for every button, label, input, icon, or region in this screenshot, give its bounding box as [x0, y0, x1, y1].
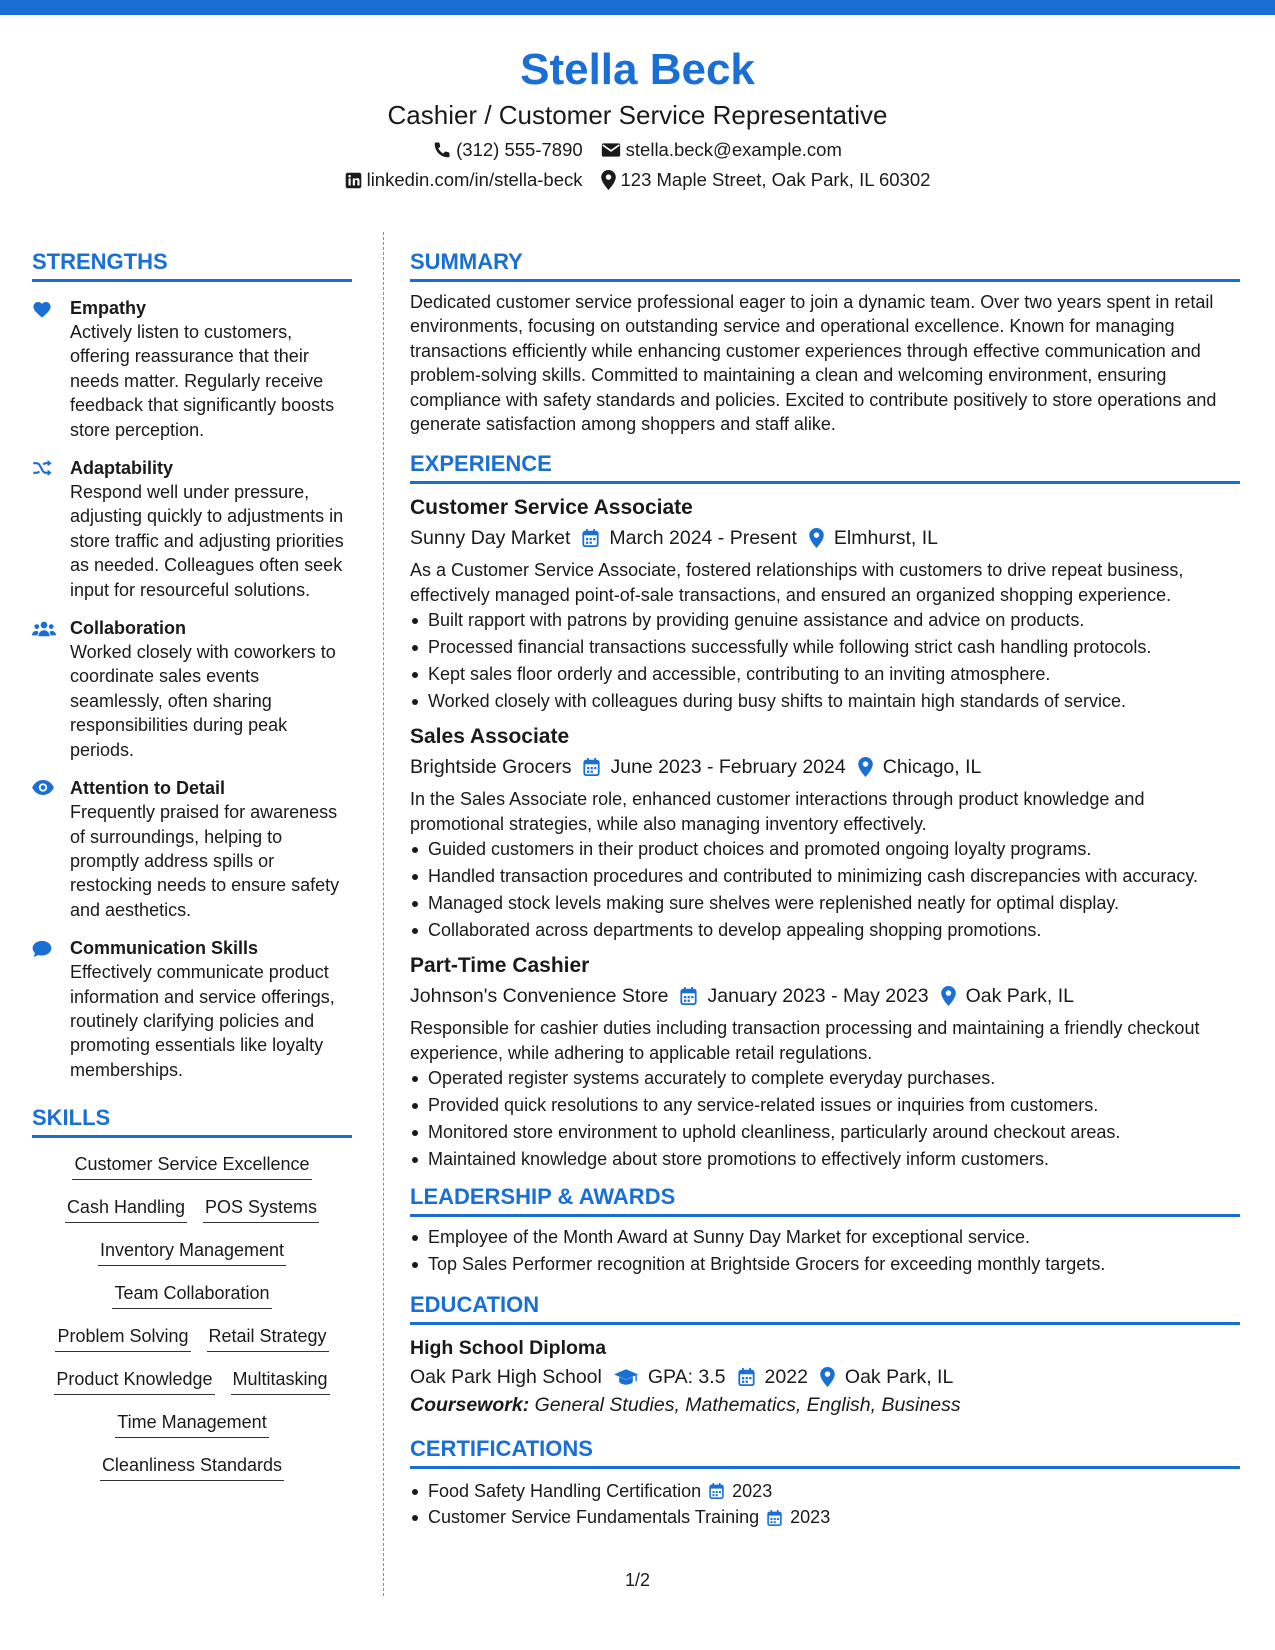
job-dates: [680, 982, 928, 1010]
bullet-item: Operated register systems accurately to complete everyday purchases.: [410, 1066, 1240, 1090]
email-contact[interactable]: [601, 138, 842, 162]
job-meta: [410, 753, 1240, 781]
strength-desc: Frequently praised for awareness of surroundings, helping to promptly address spills or restocking needs to ensure safety and aesthetics.: [70, 802, 340, 920]
column-divider: [383, 232, 384, 1596]
phone-text: (312) 555-7890: [456, 139, 583, 160]
job-company: Sunny Day Market: [410, 527, 571, 550]
job-title: Sales Associate: [410, 725, 570, 749]
bullet-item: Monitored store environment to uphold cleanliness, particularly around checkout areas.: [410, 1120, 1240, 1144]
experience-heading: EXPERIENCE: [410, 450, 1240, 484]
strength-title: Empathy: [70, 298, 147, 318]
job-title: Part-Time Cashier: [410, 954, 590, 978]
skill-tag: Time Management: [115, 1410, 268, 1438]
certification-name: Food Safety Handling Certification: [428, 1480, 702, 1501]
calendar-icon: [709, 1483, 724, 1499]
certification-item: [410, 1505, 1240, 1529]
skill-row: [32, 1238, 352, 1266]
map-pin-icon: [858, 757, 873, 777]
skill-tag: POS Systems: [203, 1195, 319, 1223]
skill-tag: Retail Strategy: [207, 1324, 329, 1352]
linkedin-text: linkedin.com/in/stella-beck: [366, 169, 583, 190]
skill-row: [32, 1453, 352, 1481]
strength-item: [32, 456, 352, 602]
graduation-year: [738, 1363, 808, 1391]
comment-icon: [32, 936, 70, 1082]
bullet-item: Kept sales floor orderly and accessible, contributing to an inviting atmosphere.: [410, 662, 1240, 686]
job-location: [941, 982, 1074, 1010]
calendar-icon: [738, 1368, 755, 1386]
certification-year: 2023: [790, 1507, 831, 1528]
strength-title: Collaboration: [70, 618, 186, 639]
skill-tag: Multitasking: [231, 1367, 330, 1395]
map-pin-icon: [809, 528, 824, 548]
map-pin-icon: [941, 986, 956, 1006]
leadership-heading: LEADERSHIP & AWARDS: [410, 1183, 1240, 1217]
bullet-item: Built rapport with patrons by providing genuine assistance and advice on products.: [410, 608, 1240, 632]
candidate-title: Cashier / Customer Service Representative: [387, 100, 888, 130]
strength-desc: Actively listen to customers, offering reassurance that their needs matter. Regularly receive feedback that significantly boosts store perception.: [70, 322, 335, 440]
award-item: Employee of the Month Award at Sunny Day Market for exceptional service.: [410, 1225, 1240, 1249]
coursework-text: General Studies, Mathematics, English, Business: [534, 1393, 961, 1416]
summary-heading: SUMMARY: [410, 248, 1240, 282]
skill-row: [32, 1324, 352, 1352]
calendar-icon: [583, 758, 600, 776]
map-pin-icon: [820, 1367, 835, 1387]
job-entry: [410, 952, 1240, 1171]
address-text: 123 Maple Street, Oak Park, IL 60302: [620, 169, 931, 190]
job-title: Customer Service Associate: [410, 496, 693, 520]
job-dates: [583, 753, 845, 781]
top-accent-bar: [0, 0, 1275, 15]
job-company: Johnson's Convenience Store: [410, 985, 669, 1008]
calendar-icon: [582, 529, 599, 547]
phone-contact[interactable]: [433, 138, 583, 162]
strength-item: [32, 776, 352, 922]
strength-desc: Effectively communicate product information and service offerings, routinely clarifying policies and promoting essentials like loyalty memberships.: [70, 962, 335, 1080]
school-location: [820, 1363, 953, 1391]
certifications-heading: CERTIFICATIONS: [410, 1435, 1240, 1469]
coursework: [410, 1391, 1240, 1419]
school-name: Oak Park High School: [410, 1365, 602, 1388]
school-location-text: Oak Park, IL: [844, 1365, 954, 1388]
strength-item: [32, 936, 352, 1082]
calendar-icon: [767, 1510, 782, 1526]
left-column: [32, 248, 352, 1496]
job-dates-text: June 2023 - February 2024: [610, 756, 846, 779]
strength-desc: Respond well under pressure, adjusting quickly to adjustments in store traffic and adjusting priorities as needed. Colleagues often seek input for resourceful solutions.: [70, 482, 344, 600]
map-pin-icon: [601, 170, 616, 190]
bullet-item: Guided customers in their product choices and promoted ongoing loyalty programs.: [410, 837, 1240, 861]
job-location: [809, 524, 938, 552]
bullet-item: Maintained knowledge about store promotions to effectively inform customers.: [410, 1147, 1240, 1171]
award-item: Top Sales Performer recognition at Brightside Grocers for exceeding monthly targets.: [410, 1252, 1240, 1276]
skill-tag: Customer Service Excellence: [72, 1152, 311, 1180]
job-location: [858, 753, 982, 781]
gpa-text: GPA: 3.5: [647, 1365, 726, 1388]
contact-line-1: [0, 138, 1275, 162]
skills-heading: SKILLS: [32, 1104, 352, 1138]
strength-title: Adaptability: [70, 458, 174, 479]
job-dates: [582, 524, 797, 552]
skill-tag: Inventory Management: [98, 1238, 286, 1266]
strength-item: [32, 296, 352, 442]
strength-item: [32, 616, 352, 762]
strength-title: Attention to Detail: [70, 778, 225, 799]
address-contact: [601, 168, 931, 192]
linkedin-contact[interactable]: [345, 168, 583, 192]
job-dates-text: January 2023 - May 2023: [707, 985, 929, 1008]
linkedin-icon: [345, 172, 362, 189]
bullet-item: Managed stock levels making sure shelves were replenished neatly for optimal display.: [410, 891, 1240, 915]
certification-row: [428, 1505, 830, 1529]
year-text: 2022: [764, 1365, 808, 1388]
skill-row: [32, 1367, 352, 1395]
strength-title: Communication Skills: [70, 938, 259, 959]
job-entry: [410, 723, 1240, 942]
skill-row: [32, 1195, 352, 1223]
strength-desc: Worked closely with coworkers to coordinate sales events seamlessly, often sharing responsibilities during peak periods.: [70, 642, 336, 760]
skill-row: [32, 1281, 352, 1309]
strengths-heading: STRENGTHS: [32, 248, 352, 282]
job-dates-text: March 2024 - Present: [609, 527, 797, 550]
certification-item: [410, 1479, 1240, 1503]
job-description: As a Customer Service Associate, fostered relationships with customers to drive repeat business, effectively managed point-of-sale transactions, and ensured an organized shopping experience.: [410, 560, 1184, 605]
bullet-item: Worked closely with colleagues during busy shifts to maintain high standards of service.: [410, 689, 1240, 713]
certification-name: Customer Service Fundamentals Training: [428, 1507, 760, 1528]
education-heading: EDUCATION: [410, 1291, 1240, 1325]
gpa: [614, 1363, 726, 1391]
job-entry: [410, 494, 1240, 713]
heart-icon: [32, 296, 70, 442]
education-meta: [410, 1363, 1240, 1391]
bullet-item: Handled transaction procedures and contributed to minimizing cash discrepancies with accuracy.: [410, 864, 1240, 888]
degree-title: High School Diploma: [410, 1336, 607, 1359]
skill-tag: Cash Handling: [65, 1195, 187, 1223]
bullet-item: Processed financial transactions successfully while following strict cash handling protocols.: [410, 635, 1240, 659]
leadership-list: [410, 1225, 1240, 1276]
job-bullets: [410, 1066, 1240, 1171]
job-location-text: Chicago, IL: [882, 756, 982, 779]
shuffle-icon: [32, 456, 70, 602]
job-bullets: [410, 837, 1240, 942]
contact-line-2: [0, 168, 1275, 192]
bullet-item: Provided quick resolutions to any service-related issues or inquiries from customers.: [410, 1093, 1240, 1117]
page-number: 1/2: [624, 1570, 651, 1590]
job-description: Responsible for cashier duties including transaction processing and maintaining a friendly checkout experience, while adhering to applicable retail regulations.: [410, 1018, 1200, 1063]
certifications-list: [410, 1479, 1240, 1530]
email-text: stella.beck@example.com: [625, 139, 842, 160]
summary-text: Dedicated customer service professional eager to join a dynamic team. Over two years spent in retail environments, focusing on outstanding service and operational excellence. Known for managing transactions efficiently while enhancing customer experiences through effective communication and problem-solving skills. Committed to maintaining a clean and welcoming environment, ensuring compliance with safety standards and policies. Excited to contribute positively to store operations and generate satisfaction among shoppers and staff alike.: [410, 292, 1217, 435]
skill-row: [32, 1410, 352, 1438]
certification-row: [428, 1479, 772, 1503]
job-company: Brightside Grocers: [410, 756, 572, 779]
skill-tag: Team Collaboration: [112, 1281, 271, 1309]
job-meta: [410, 524, 1240, 552]
phone-icon: [433, 141, 451, 159]
skill-row: [32, 1152, 352, 1180]
envelope-icon: [601, 142, 621, 158]
skill-tag: Cleanliness Standards: [100, 1453, 284, 1481]
bullet-item: Collaborated across departments to develop appealing shopping promotions.: [410, 918, 1240, 942]
job-bullets: [410, 608, 1240, 713]
skill-tag: Problem Solving: [55, 1324, 190, 1352]
resume-header: [0, 44, 1275, 192]
right-column: [410, 248, 1240, 1532]
job-meta: [410, 982, 1240, 1010]
eye-icon: [32, 776, 70, 922]
job-location-text: Elmhurst, IL: [833, 527, 938, 550]
users-icon: [32, 616, 70, 762]
graduation-cap-icon: [614, 1368, 638, 1386]
job-description: In the Sales Associate role, enhanced customer interactions through product knowledge and promotional strategies, while also managing inventory effectively.: [410, 789, 1145, 834]
skill-tag: Product Knowledge: [54, 1367, 214, 1395]
skills-list: [32, 1152, 352, 1481]
certification-year: 2023: [732, 1480, 773, 1501]
calendar-icon: [680, 987, 697, 1005]
coursework-label: Coursework:: [410, 1393, 530, 1416]
candidate-name: Stella Beck: [520, 45, 755, 94]
job-location-text: Oak Park, IL: [965, 985, 1074, 1008]
